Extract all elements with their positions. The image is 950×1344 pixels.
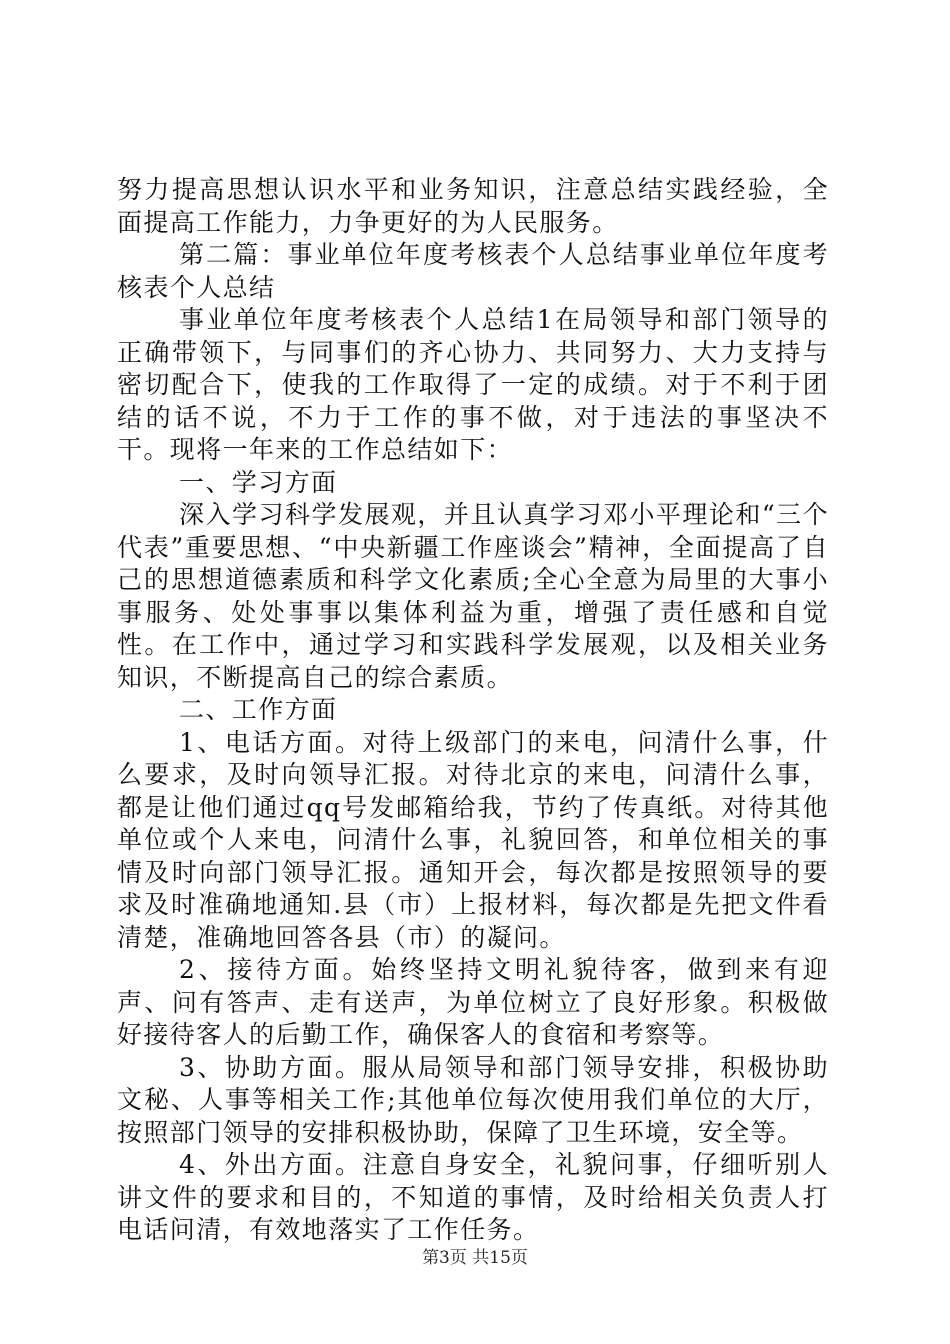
page-number-footer: 第3页 共15页 [422,1248,528,1268]
heading-work: 二、工作方面 [179,695,338,724]
paragraph-intro: 事业单位年度考核表个人总结1在局领导和部门领导的正确带领下，与同事们的齐心协力、共同努力、大力支持与密切配合下，使我的工作取得了一定的成绩。对于不利于团结的话不说，不力于工作的事不做，对于违法的事坚决不干。现将一年来的工作总结如下： [117,305,829,464]
document-body [117,174,829,1247]
section-heading-part-two: 第二篇：事业单位年度考核表个人总结事业单位年度考核表个人总结 [117,240,829,302]
heading-study: 一、学习方面 [179,467,338,497]
paragraph-outing: 4、外出方面。注意自身安全，礼貌问事，仔细听别人讲文件的要求和目的，不知道的事情，及时给相关负责人打电话问清，有效地落实了工作任务。 [117,1150,829,1244]
paragraph-study: 深入学习科学发展观，并且认真学习邓小平理论和“三个代表”重要思想、“中央新疆工作座谈会”精神，全面提高了自己的思想道德素质和科学文化素质;全心全意为局里的大事小事服务、处处事事以集体利益为重，增强了责任感和自觉性。在工作中，通过学习和实践科学发展观，以及相关业务知识，不断提高自己的综合素质。 [117,500,829,692]
paragraph-assistance: 3、协助方面。服从局领导和部门领导安排，积极协助文秘、人事等相关工作;其他单位每次使用我们单位的大厅，按照部门领导的安排积极协助，保障了卫生环境，安全等。 [117,1052,829,1147]
paragraph-continuation: 努力提高思想认识水平和业务知识，注意总结实践经验，全面提高工作能力，力争更好的为人民服务。 [117,175,829,237]
paragraph-reception: 2、接待方面。始终坚持文明礼貌待客，做到来有迎声、问有答声、走有送声，为单位树立了良好形象。积极做好接待客人的后勤工作，确保客人的食宿和考察等。 [117,955,829,1049]
paragraph-phone: 1、电话方面。对待上级部门的来电，问清什么事，什么要求，及时向领导汇报。对待北京的来电，问清什么事，都是让他们通过qq号发邮箱给我，节约了传真纸。对待其他单位或个人来电，问清什么事，礼貌回答，和单位相关的事情及时向部门领导汇报。通知开会，每次都是按照领导的要求及时准确地通知.县（市）上报材料，每次都是先把文件看清楚，准确地回答各县（市）的凝问。 [117,727,829,952]
